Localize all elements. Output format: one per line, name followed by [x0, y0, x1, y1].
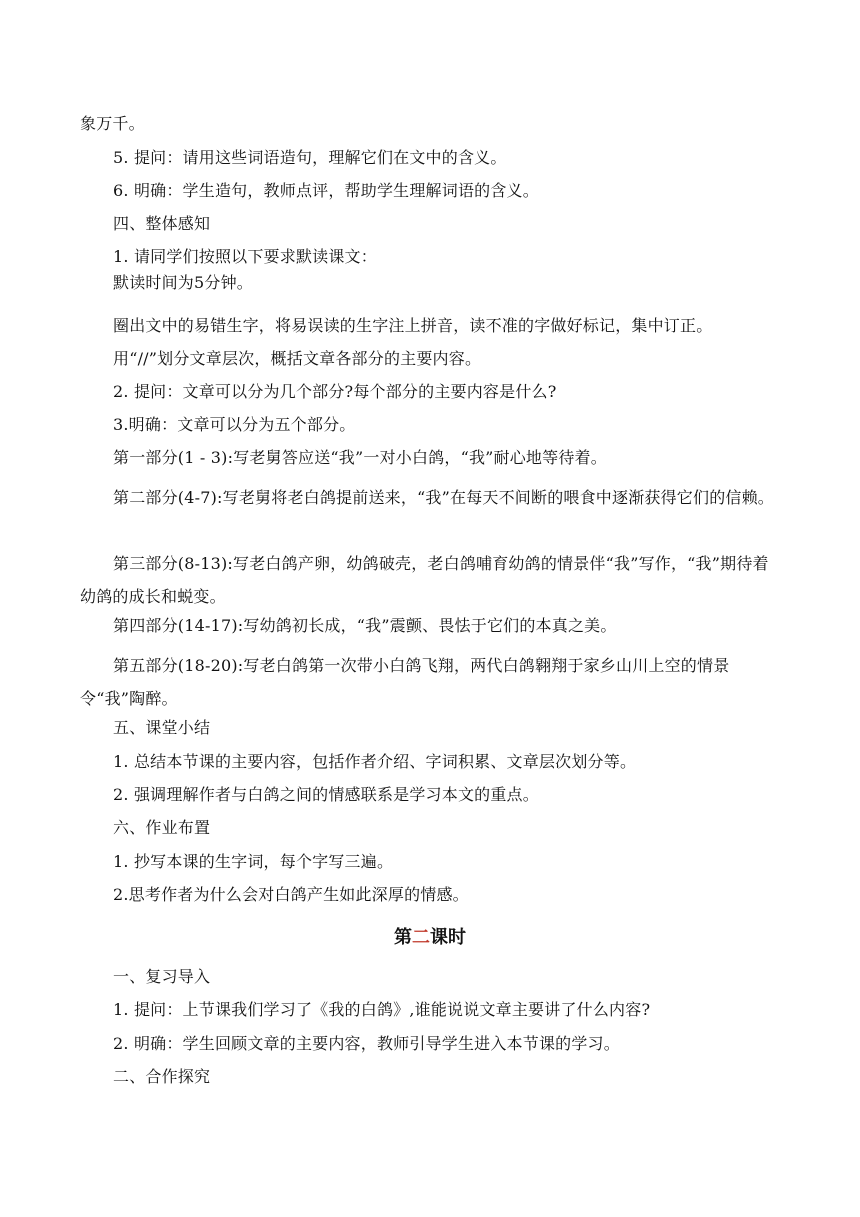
- section-heading: 四、整体感知: [113, 214, 211, 233]
- lesson-heading-number: 二: [412, 927, 430, 948]
- paragraph: 象万千。: [80, 114, 145, 133]
- section-heading: 一、复习导入: [113, 967, 211, 986]
- paragraph: 1. 提问：上节课我们学习了《我的白鸽》,谁能说说文章主要讲了什么内容?: [113, 1000, 651, 1019]
- paragraph: 3.明确：文章可以分为五个部分。: [113, 415, 356, 434]
- paragraph: 第五部分(18-20):写老白鸽第一次带小白鸽飞翔，两代白鸽翱翔于家乡山川上空的情景令“我”陶醉。: [80, 656, 730, 708]
- section-heading: 六、作业布置: [113, 818, 211, 837]
- lesson-heading: [0, 927, 860, 949]
- paragraph: 圈出文中的易错生字，将易误读的生字注上拼音，读不准的字做好标记，集中订正。: [113, 316, 713, 335]
- paragraph: 2. 提问：文章可以分为几个部分?每个部分的主要内容是什么?: [113, 382, 557, 401]
- paragraph: 第四部分(14-17):写幼鸽初长成，“我”震颤、畏怯于它们的本真之美。: [113, 616, 617, 635]
- paragraph: 默读时间为5分钟。: [113, 273, 253, 292]
- lesson-heading-part: 课时: [430, 927, 466, 948]
- section-heading: 五、课堂小结: [113, 718, 211, 737]
- lesson-heading-part: 第: [394, 927, 412, 948]
- paragraph: 第二部分(4-7):写老舅将老白鸽提前送来，“我”在每天不间断的喂食中逐渐获得它们的信赖。: [113, 488, 775, 507]
- paragraph: 用“//”划分文章层次，概括文章各部分的主要内容。: [113, 349, 482, 368]
- paragraph: 1. 请同学们按照以下要求默读课文：: [113, 247, 377, 266]
- paragraph: 6. 明确：学生造句，教师点评，帮助学生理解词语的含义。: [113, 181, 539, 200]
- paragraph: 2.思考作者为什么会对白鸽产生如此深厚的情感。: [113, 885, 469, 904]
- paragraph: 第三部分(8-13):写老白鸽产卵，幼鸽破壳，老白鸽哺育幼鸽的情景伴“我”写作，“我”期待着幼鸽的成长和蜕变。: [80, 554, 769, 606]
- paragraph: 第一部分(1 - 3):写老舅答应送“我”一对小白鸽，“我”耐心地等待着。: [113, 448, 607, 467]
- paragraph: 2. 强调理解作者与白鸽之间的情感联系是学习本文的重点。: [113, 785, 539, 804]
- paragraph: 1. 总结本节课的主要内容，包括作者介绍、字词积累、文章层次划分等。: [113, 752, 637, 771]
- paragraph: 1. 抄写本课的生字词，每个字写三遍。: [113, 852, 394, 871]
- paragraph: 5. 提问：请用这些词语造句，理解它们在文中的含义。: [113, 148, 507, 167]
- section-heading: 二、合作探究: [113, 1067, 211, 1086]
- paragraph: 2. 明确：学生回顾文章的主要内容，教师引导学生进入本节课的学习。: [113, 1034, 620, 1053]
